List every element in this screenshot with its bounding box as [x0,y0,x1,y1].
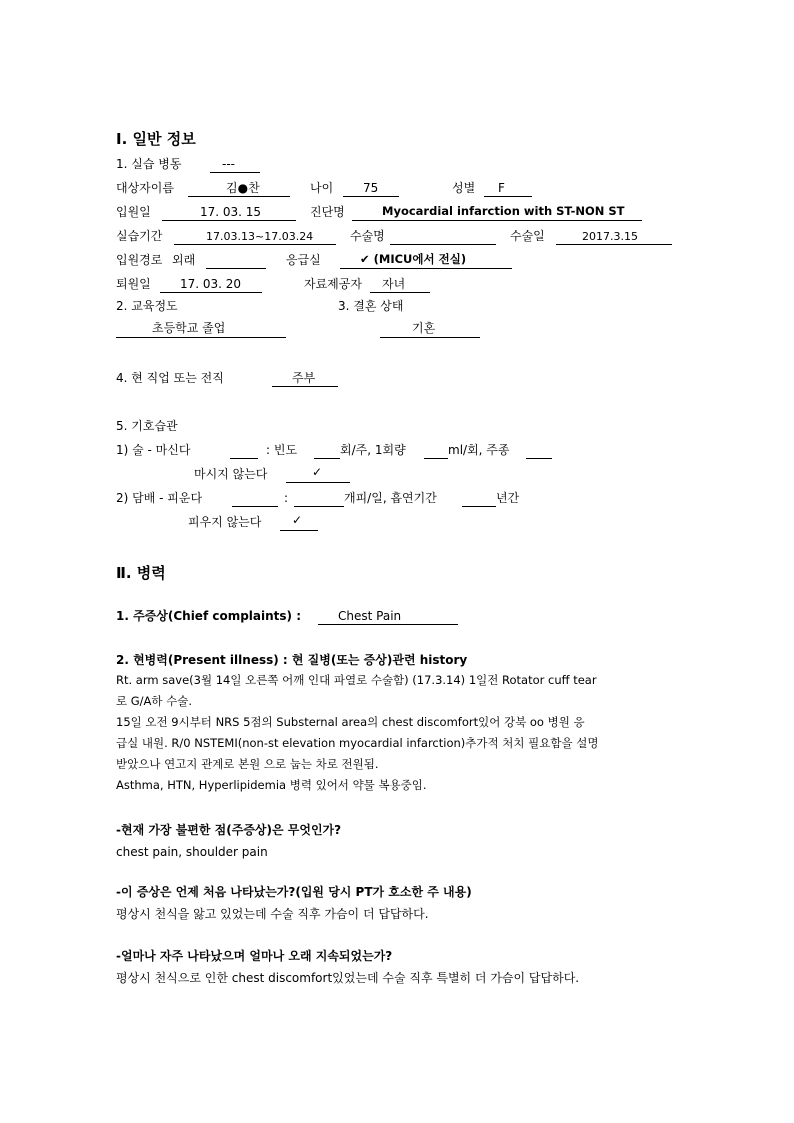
admit-date-value: 17. 03. 15 [200,205,262,219]
education-value: 초등학교 졸업 [152,321,226,335]
patient-name-value: 김●찬 [226,181,260,195]
chief-complaint-underline [318,624,458,625]
marital-underline [380,337,480,338]
alcohol-yes-underline [230,458,258,459]
sex-label: 성별 [452,181,476,195]
present-illness-label: 2. 현병력(Present illness) : 현 질병(또는 증상)관련 history [116,653,468,667]
present-illness-line: 로 G/A하 수술. [116,694,193,708]
smoking-label: 2) 담배 - 피운다 [116,491,203,505]
chief-complaint-label: 1. 주증상(Chief complaints) : [116,609,302,623]
question-symptom-onset: -이 증상은 언제 처음 나타났는가?(입원 당시 PT가 호소한 주 내용) [116,885,472,899]
surgery-date-underline [556,244,672,245]
info-provider-label: 자료제공자 [304,277,362,291]
practice-period-label: 실습기간 [116,229,163,243]
diagnosis-underline [352,220,642,221]
surgery-name-label: 수술명 [350,229,385,243]
marital-value: 기혼 [412,321,436,335]
sex-underline [484,196,532,197]
smoking-colon: : [284,491,289,505]
alcohol-type-underline [526,458,552,459]
diagnosis-label: 진단명 [310,205,345,219]
smoking-years-underline [462,506,496,507]
diagnosis-value: Myocardial infarction with ST-NON ST [382,204,625,218]
alcohol-label: 1) 술 - 마신다 [116,443,191,457]
ward-label: 1. 실습 병동 [116,157,182,171]
admit-route-label: 입원경로 [116,253,163,267]
discharge-underline [160,292,262,293]
marital-label: 3. 결혼 상태 [338,299,404,313]
outpatient-label: 외래 [172,253,196,267]
admit-date-underline [162,220,296,221]
ward-value: --- [222,157,235,171]
alcohol-no-label: 마시지 않는다 [194,467,268,481]
section-1-title: Ⅰ. 일반 정보 [116,130,196,148]
job-value: 주부 [292,371,316,385]
surgery-date-label: 수술일 [510,229,545,243]
present-illness-line: Asthma, HTN, Hyperlipidemia 병력 있어서 약물 복용중임. [116,778,427,792]
present-illness-line: Rt. arm save(3월 14일 오른쪽 어깨 인대 파열로 수술함) (17.3.14) 1일전 Rotator cuff tear [116,673,597,687]
section-2-title: Ⅱ. 병력 [116,564,166,582]
answer-symptom-frequency: 평상시 천식으로 인한 chest discomfort있었는데 수술 직후 특별히 더 가슴이 답답하다. [116,971,580,985]
present-illness-line: 급실 내원. R/0 NSTEMI(non-st elevation myocardial infarction)추가적 처치 필요함을 설명 [116,736,599,750]
surgery-date-value: 2017.3.15 [582,230,638,243]
present-illness-line: 15일 오전 9시부터 NRS 5점의 Substernal area의 chest discomfort있어 강북 oo 병원 응 [116,715,585,729]
outpatient-underline [206,268,266,269]
answer-main-symptom: chest pain, shoulder pain [116,845,268,859]
alcohol-freq-underline [314,458,340,459]
info-provider-underline [370,292,430,293]
patient-name-label: 대상자이름 [116,181,174,195]
age-underline [343,196,399,197]
patient-name-underline [188,196,290,197]
smoking-no-check: ✓ [292,513,303,527]
question-symptom-frequency: -얼마나 자주 나타났으며 얼마나 오래 지속되었는가? [116,949,393,963]
question-main-symptom: -현재 가장 불편한 점(주증상)은 무엇인가? [116,823,342,837]
practice-period-underline [174,244,336,245]
sex-value: F [498,181,505,195]
answer-symptom-onset: 평상시 천식을 앓고 있었는데 수술 직후 가슴이 더 답답하다. [116,907,429,921]
smoking-unit: 개피/일, 흡연기간 [344,491,437,505]
surgery-name-underline [390,244,496,245]
ward-underline [210,172,260,173]
present-illness-line: 받았으나 연고지 관계로 본원 으로 눕는 차로 전원됨. [116,757,379,771]
smoking-yes-underline [232,506,278,507]
alcohol-freq-unit: 회/주, 1회량 [340,443,406,457]
info-provider-value: 자녀 [382,277,406,291]
smoking-no-underline [280,530,318,531]
smoking-years-unit: 년간 [496,491,520,505]
job-underline [272,386,338,387]
smoking-amount-underline [294,506,344,507]
er-underline [340,268,512,269]
education-underline [116,337,286,338]
alcohol-amount-underline [424,458,448,459]
age-label: 나이 [310,181,334,195]
discharge-value: 17. 03. 20 [180,277,242,291]
habits-label: 5. 기호습관 [116,419,178,433]
job-label: 4. 현 직업 또는 전직 [116,371,224,385]
practice-period-value: 17.03.13~17.03.24 [206,230,314,243]
education-label: 2. 교육정도 [116,299,178,313]
er-label: 응급실 [286,253,321,267]
alcohol-freq-label: : 빈도 [266,443,298,457]
chief-complaint-value: Chest Pain [338,609,402,623]
age-value: 75 [363,181,379,195]
alcohol-no-check: ✓ [312,465,323,479]
discharge-label: 퇴원일 [116,277,151,291]
er-value: ✔ (MICU에서 전실) [360,252,467,266]
smoking-no-label: 피우지 않는다 [188,515,262,529]
alcohol-amount-unit: ml/회, 주종 [448,443,510,457]
admit-date-label: 입원일 [116,205,151,219]
alcohol-no-underline [286,482,350,483]
